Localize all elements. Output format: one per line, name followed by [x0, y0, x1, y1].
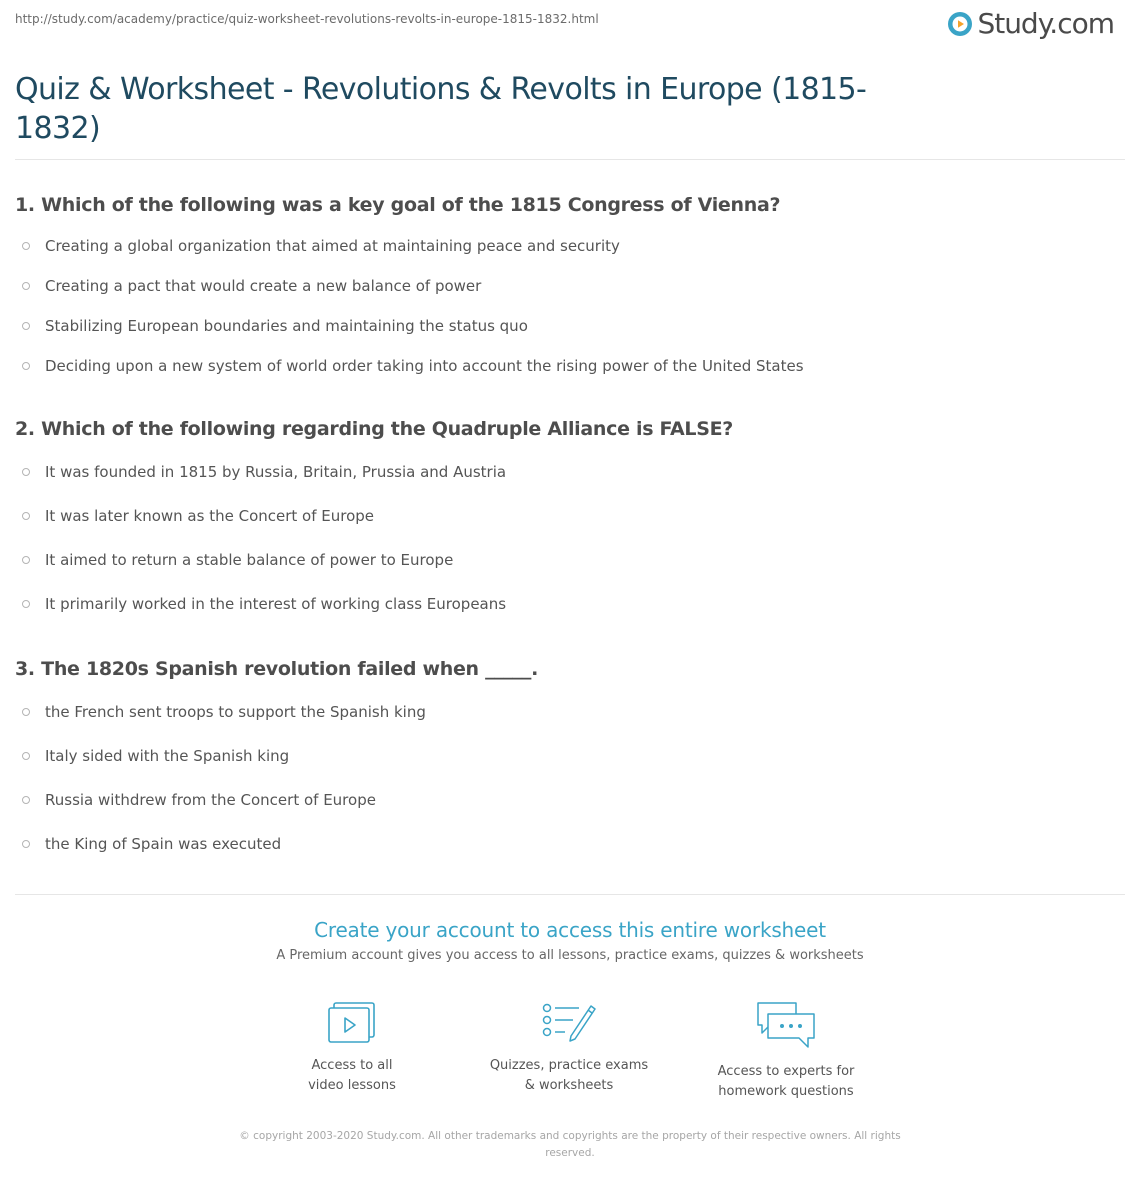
radio-icon[interactable]: [22, 796, 30, 804]
radio-icon[interactable]: [22, 752, 30, 760]
answer-option[interactable]: [22, 317, 528, 335]
answer-option[interactable]: [22, 357, 804, 375]
answer-option[interactable]: [22, 237, 620, 255]
feature-quizzes: [469, 1000, 669, 1096]
question-3: 3. The 1820s Spanish revolution failed when _____.: [15, 658, 539, 680]
feature-label: Quizzes, practice exams & worksheets: [489, 1058, 649, 1093]
answer-option[interactable]: [22, 835, 281, 853]
chat-experts-icon: [754, 1000, 818, 1050]
radio-icon[interactable]: [22, 512, 30, 520]
cta-subtitle: A Premium account gives you access to all lessons, practice exams, quizzes & worksheets: [276, 948, 864, 963]
answer-text: It primarily worked in the interest of working class Europeans: [45, 595, 507, 613]
answer-option[interactable]: [22, 791, 376, 809]
answer-option[interactable]: [22, 507, 374, 525]
answer-text: Creating a global organization that aimed at maintaining peace and security: [45, 237, 620, 255]
answer-text: It was founded in 1815 by Russia, Britain, Prussia and Austria: [45, 463, 507, 481]
cta-divider: [15, 894, 1125, 895]
feature-label: Access to experts for homework questions: [717, 1064, 855, 1099]
answer-text: It aimed to return a stable balance of power to Europe: [45, 551, 454, 569]
title-divider: [15, 159, 1125, 160]
radio-icon[interactable]: [22, 282, 30, 290]
answer-text: Russia withdrew from the Concert of Europe: [45, 791, 376, 809]
logo-text: Study.com: [977, 7, 1114, 40]
answer-text: the French sent troops to support the Spanish king: [45, 703, 426, 721]
copyright-notice: © copyright 2003-2020 Study.com. All other trademarks and copyrights are the property of their respective owners. All rights reserved.: [239, 1130, 901, 1159]
feature-experts: [686, 1000, 886, 1102]
answer-option[interactable]: [22, 463, 506, 481]
answer-text: the King of Spain was executed: [45, 835, 282, 853]
radio-icon[interactable]: [22, 708, 30, 716]
radio-icon[interactable]: [22, 242, 30, 250]
video-lessons-icon: [326, 1000, 378, 1044]
answer-text: Creating a pact that would create a new balance of power: [45, 277, 482, 295]
radio-icon[interactable]: [22, 840, 30, 848]
radio-icon[interactable]: [22, 322, 30, 330]
answer-option[interactable]: [22, 703, 426, 721]
page-url: http://study.com/academy/practice/quiz-worksheet-revolutions-revolts-in-europe-1815-1832.html: [15, 12, 599, 26]
radio-icon[interactable]: [22, 556, 30, 564]
page-title: Quiz & Worksheet - Revolutions & Revolts in Europe (1815-1832): [15, 72, 867, 146]
answer-text: It was later known as the Concert of Europe: [45, 507, 375, 525]
question-1: 1. Which of the following was a key goal of the 1815 Congress of Vienna?: [15, 194, 781, 216]
feature-video-lessons: [252, 1000, 452, 1096]
answer-option[interactable]: [22, 277, 481, 295]
feature-label: Access to all video lessons: [308, 1058, 396, 1093]
answer-text: Stabilizing European boundaries and maintaining the status quo: [45, 317, 528, 335]
create-account-link[interactable]: Create your account to access this entire worksheet: [314, 918, 826, 942]
question-2: 2. Which of the following regarding the Quadruple Alliance is FALSE?: [15, 418, 734, 440]
quiz-checklist-icon: [541, 1000, 597, 1044]
answer-option[interactable]: [22, 747, 289, 765]
answer-option[interactable]: [22, 551, 453, 569]
radio-icon[interactable]: [22, 600, 30, 608]
radio-icon[interactable]: [22, 362, 30, 370]
answer-text: Deciding upon a new system of world order taking into account the rising power of the United States: [45, 357, 804, 375]
answer-option[interactable]: [22, 595, 506, 613]
play-circle-icon: [947, 11, 973, 37]
answer-text: Italy sided with the Spanish king: [45, 747, 290, 765]
radio-icon[interactable]: [22, 468, 30, 476]
study-logo[interactable]: [947, 6, 1114, 42]
